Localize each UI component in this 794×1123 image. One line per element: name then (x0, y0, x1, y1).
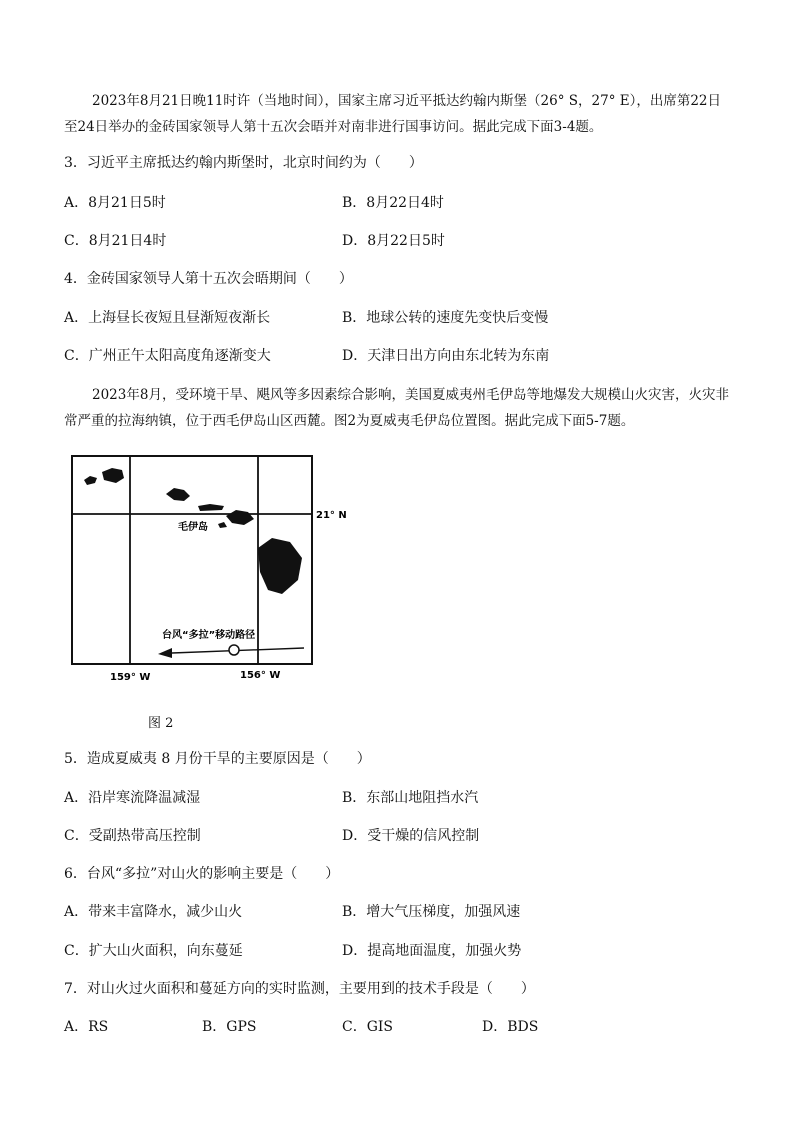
island-niihau (84, 476, 97, 485)
question-6-stem: 6．台风“多拉”对山火的影响主要是（ ） (64, 866, 340, 882)
longitude-label-right: 156° W (240, 670, 281, 681)
typhoon-path-arrowhead (158, 648, 172, 658)
question-3-option-b: B．8月22日4时 (342, 195, 444, 211)
question-5-option-b: B．东部山地阻挡水汽 (342, 790, 479, 806)
question-3-stem: 3．习近平主席抵达约翰内斯堡时，北京时间约为（ ） (64, 155, 423, 171)
typhoon-symbol (229, 645, 239, 655)
question-7-stem: 7．对山火过火面积和蔓延方向的实时监测，主要用到的技术手段是（ ） (64, 981, 535, 997)
island-maui (226, 510, 254, 525)
question-4-option-d: D．天津日出方向由东北转为东南 (342, 348, 550, 364)
question-5-option-d: D．受干燥的信风控制 (342, 828, 480, 844)
longitude-label-left: 159° W (110, 672, 151, 683)
island-hawaii (258, 538, 302, 594)
figure-caption: 图 2 (148, 716, 174, 731)
island-lanai (218, 522, 227, 528)
hawaii-location-map (62, 448, 362, 693)
island-molokai (198, 504, 224, 511)
question-4-stem: 4．金砖国家领导人第十五次会晤期间（ ） (64, 271, 353, 287)
question-3-option-a: A．8月21日5时 (64, 195, 166, 211)
question-4-option-c: C．广州正午太阳高度角逐渐变大 (64, 348, 271, 364)
question-3-option-d: D．8月22日5时 (342, 233, 445, 249)
question-5-stem: 5．造成夏威夷 8 月份干旱的主要原因是（ ） (64, 751, 371, 767)
island-oahu (166, 488, 190, 501)
passage-1-text: 2023年8月21日晚11时许（当地时间），国家主席习近平抵达约翰内斯堡（26° S，27° E），出席第22日至24日举办的金砖国家领导人第十五次会晤并对南非进行国事访问。据此完成下面3-4题。 (64, 93, 722, 135)
question-3-option-c: C．8月21日4时 (64, 233, 167, 249)
question-6-option-d: D．提高地面温度，加强火势 (342, 943, 522, 959)
question-5-option-c: C．受副热带高压控制 (64, 828, 201, 844)
typhoon-path-label: 台风“多拉”移动路径 (162, 630, 256, 641)
question-4-option-a: A．上海昼长夜短且昼渐短夜渐长 (64, 310, 271, 326)
question-6-option-b: B．增大气压梯度，加强风速 (342, 904, 521, 920)
question-7-option-c: C．GIS (342, 1019, 394, 1035)
island-label-maui: 毛伊岛 (178, 522, 208, 533)
question-7-option-a: A．RS (64, 1019, 109, 1035)
latitude-label: 21° N (316, 510, 347, 521)
passage-2-text: 2023年8月，受环境干旱、飓风等多因素综合影响，美国夏威夷州毛伊岛等地爆发大规模山火灾害，火灾非常严重的拉海纳镇，位于西毛伊岛山区西麓。图2为夏威夷毛伊岛位置图。据此完成下面5-7题。 (64, 387, 729, 429)
passage-2 (64, 382, 732, 434)
passage-1 (64, 88, 732, 140)
island-kauai (102, 468, 124, 483)
question-6-option-c: C．扩大山火面积，向东蔓延 (64, 943, 243, 959)
question-5-option-a: A．沿岸寒流降温减湿 (64, 790, 201, 806)
question-7-option-b: B．GPS (202, 1019, 257, 1035)
question-6-option-a: A．带来丰富降水，减少山火 (64, 904, 243, 920)
question-7-option-d: D．BDS (482, 1019, 539, 1035)
question-4-option-b: B．地球公转的速度先变快后变慢 (342, 310, 549, 326)
